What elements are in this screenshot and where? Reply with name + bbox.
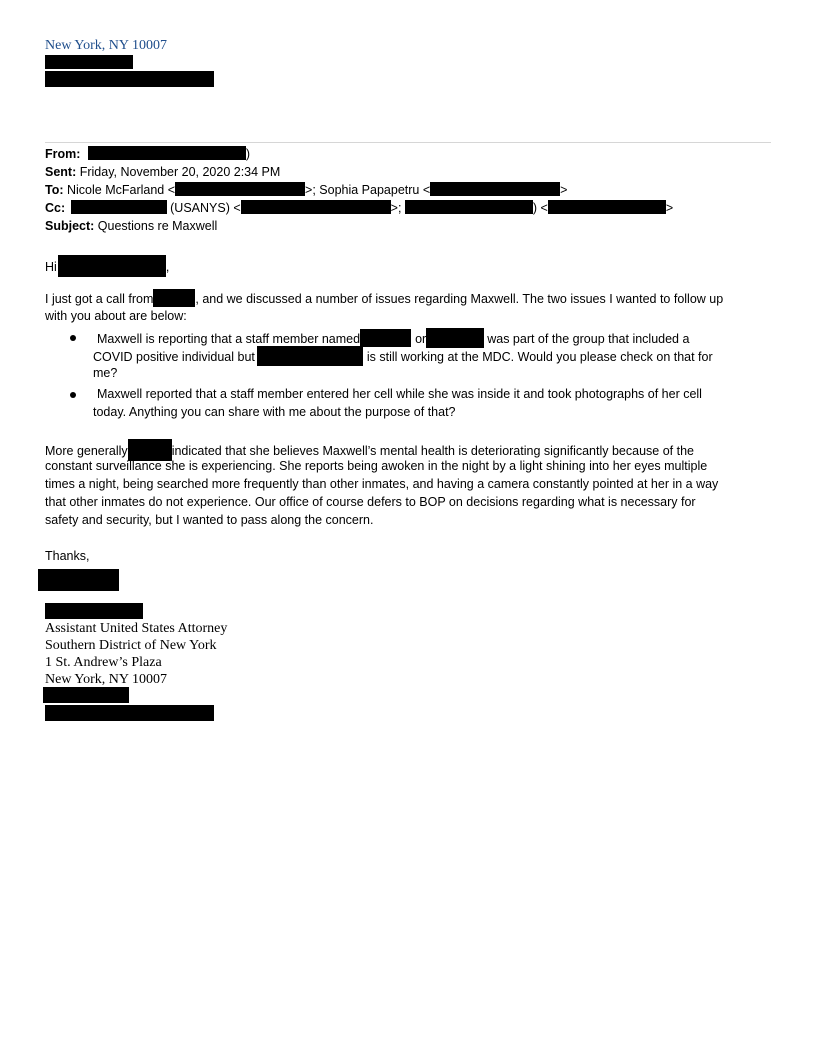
redaction-box — [58, 255, 166, 277]
redaction-box — [430, 182, 560, 196]
b1-text-b: was part of the group that included a — [487, 332, 690, 346]
redaction-box — [360, 329, 411, 347]
subject-row — [45, 217, 217, 235]
p1-text-b: , and we discussed a number of issues regarding Maxwell. The two issues I wanted to follow up — [195, 292, 724, 306]
signature-title: Assistant United States Attorney — [45, 621, 228, 636]
from-label: From: — [45, 147, 81, 161]
redaction-box — [241, 200, 391, 214]
cc-paren: ) < — [532, 201, 548, 215]
p1-text-a: I just got a call from — [45, 292, 154, 306]
p2-text-a: More generally — [45, 444, 128, 458]
paragraph-1-line-2: with you about are below: — [45, 309, 187, 323]
redaction-box — [257, 346, 363, 366]
paragraph-2-line-5: safety and security, but I wanted to pass along the concern. — [45, 513, 374, 527]
b1-text-d: is still working at the MDC. Would you please check on that for — [366, 350, 713, 364]
to-label: To: — [45, 183, 64, 197]
paragraph-2-line-2: constant surveillance she is experiencing. She reports being awoken in the night by a light shining into her eyes multiple — [45, 459, 708, 473]
redaction-box — [45, 705, 214, 721]
redaction-box — [548, 200, 666, 214]
redaction-box — [45, 55, 133, 69]
redaction-box — [426, 328, 484, 348]
signature-street: 1 St. Andrew’s Plaza — [45, 655, 162, 670]
redaction-box — [175, 182, 305, 196]
sent-row — [45, 163, 280, 181]
cc-label: Cc: — [45, 201, 66, 215]
greeting-tail: , — [165, 260, 170, 274]
bullet-1-line-3: me? — [93, 366, 118, 380]
from-tail: ) — [245, 147, 251, 161]
to-name1: Nicole McFarland < — [67, 183, 176, 197]
b1-text-a: Maxwell is reporting that a staff member named — [97, 332, 361, 346]
to-sep: >; Sophia Papapetru < — [305, 183, 431, 197]
paragraph-1-line-1 — [45, 289, 723, 308]
sent-value: Friday, November 20, 2020 2:34 PM — [79, 165, 281, 179]
redaction-box — [405, 200, 533, 214]
redaction-box — [88, 146, 246, 160]
cc-sep: >; — [390, 201, 402, 215]
paragraph-2-line-3: times a night, being searched more frequently than other inmates, and having a camera constantly pointed at her in a way — [45, 477, 719, 491]
redaction-box — [45, 603, 143, 619]
bullet-1-line-1 — [97, 328, 689, 348]
redaction-box — [153, 289, 195, 307]
greeting-text: Hi — [45, 260, 57, 274]
bullet-2-line-1: Maxwell reported that a staff member entered her cell while she was inside it and took photographs of her cell — [97, 387, 702, 401]
subject-label: Subject: — [45, 219, 95, 233]
bullet-1-line-2 — [93, 346, 713, 366]
bullet-2-line-2: today. Anything you can share with me about the purpose of that? — [93, 405, 456, 419]
subject-value: Questions re Maxwell — [97, 219, 218, 233]
cc-row — [45, 199, 673, 217]
greeting — [45, 255, 169, 277]
redaction-box — [71, 200, 167, 214]
closing: Thanks, — [45, 549, 90, 563]
from-row — [45, 145, 250, 163]
bullet-dot — [70, 392, 76, 398]
sent-label: Sent: — [45, 165, 77, 179]
signature-office: Southern District of New York — [45, 638, 217, 653]
redaction-box — [43, 687, 129, 703]
p2-text-b: indicated that she believes Maxwell’s mental health is deteriorating significantly because of the — [171, 444, 694, 458]
top-location: New York, NY 10007 — [45, 38, 167, 53]
signature-city: New York, NY 10007 — [45, 672, 167, 687]
to-row — [45, 181, 567, 199]
b1-or: or — [415, 332, 427, 346]
paragraph-2-line-4: that other inmates do not experience. Our office of course defers to BOP on decisions regarding what is necessary for — [45, 495, 696, 509]
cc-org: (USANYS) < — [170, 201, 241, 215]
b1-text-c: COVID positive individual but — [93, 350, 255, 364]
header-divider — [45, 142, 771, 143]
cc-tail: > — [665, 201, 674, 215]
redaction-box — [45, 71, 214, 87]
bullet-dot — [70, 335, 76, 341]
to-tail: > — [560, 183, 568, 197]
redaction-box — [38, 569, 119, 591]
